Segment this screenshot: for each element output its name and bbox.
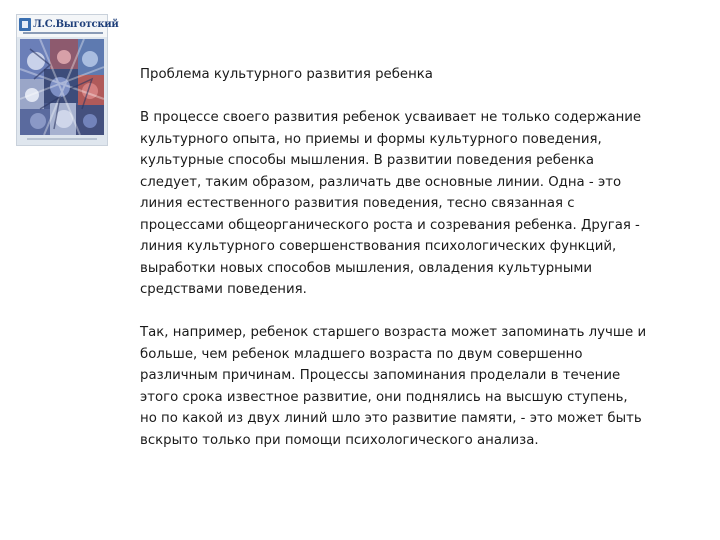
paragraph-1	[140, 107, 688, 301]
paragraph-line: культурного опыта, но приемы и формы культурного поведения,	[140, 131, 602, 147]
paragraph-line: вскрыто только при помощи психологического анализа.	[140, 432, 539, 448]
paragraph-line: линия культурного совершенствования психологических функций,	[140, 239, 617, 254]
cover-footer-line	[27, 138, 97, 140]
paragraph-line: различным причинам. Процессы запоминания проделали в течение	[140, 368, 621, 383]
paragraph-line: следует, таким образом, различать две основные линии. Одна - это	[140, 174, 622, 190]
paragraph-line: В процессе своего развития ребенок усваивает не только содержание	[140, 110, 642, 125]
paragraph-line: средствами поведения.	[140, 282, 307, 297]
paragraph-line: процессами общеорганического роста и созревания ребенка. Другая -	[140, 217, 640, 233]
document-body	[140, 64, 688, 451]
paragraph-2	[140, 322, 688, 451]
cover-subtitle-line	[23, 32, 103, 34]
paragraph-line: этого срока известное развитие, они поднялись на высшую ступень,	[140, 389, 628, 405]
paragraph-line: но по какой из двух линий шло это развитие памяти, - это может быть	[140, 411, 642, 426]
paragraph-line: выработки новых способов мышления, овладения культурными	[140, 260, 593, 276]
paragraph-line: линия естественного развития поведения, тесно связанная с	[140, 196, 575, 211]
document-title: Проблема культурного развития ребенка	[140, 67, 433, 82]
paragraph-line: культурные способы мышления. В развитии поведения ребенка	[140, 153, 594, 168]
publisher-logo-icon	[19, 18, 31, 31]
cover-header	[17, 15, 119, 37]
paragraph-line: больше, чем ребенок младшего возраста по двум совершенно	[140, 346, 583, 362]
book-cover-image	[16, 14, 119, 146]
cover-artwork	[20, 39, 104, 135]
cover-author: Л.С.Выготский	[33, 19, 119, 30]
paragraph-line: Так, например, ребенок старшего возраста может запоминать лучше и	[140, 325, 647, 340]
